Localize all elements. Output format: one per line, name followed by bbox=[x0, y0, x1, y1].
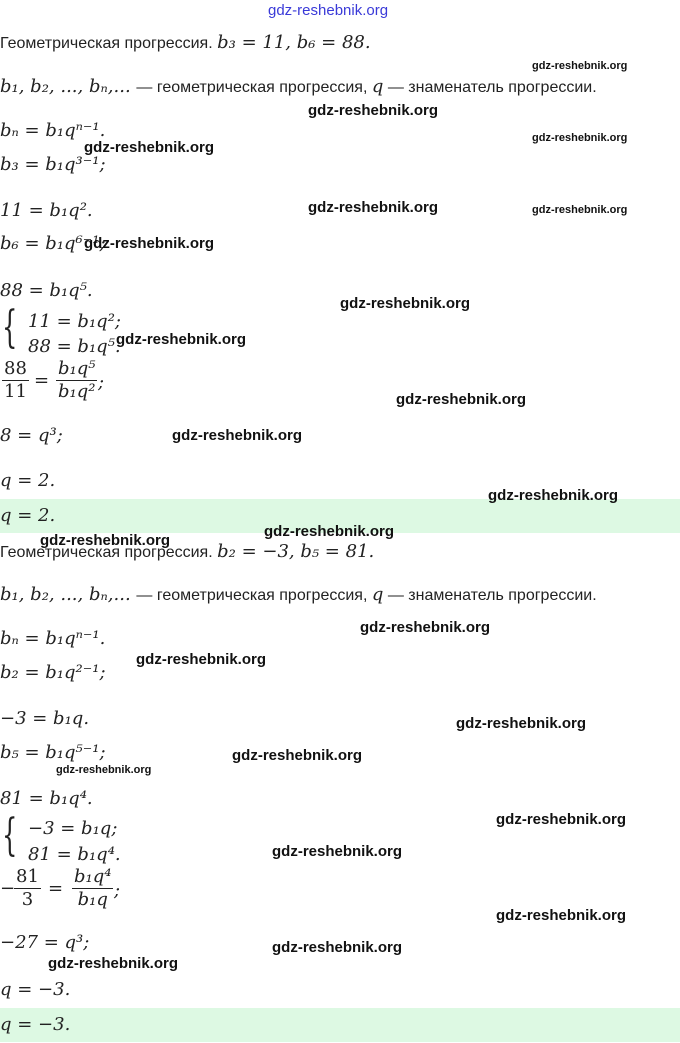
watermark-text: gdz-reshebnik.org bbox=[496, 907, 627, 924]
task1-formula-b6: b₆ = b₁q⁶⁻¹; bbox=[0, 233, 106, 254]
watermark-text: gdz-reshebnik.org bbox=[532, 60, 628, 72]
task1-frac-right-num: b₁q⁵ bbox=[58, 358, 96, 379]
watermark-text: gdz-reshebnik.org bbox=[232, 747, 363, 764]
task2-result: q = −3. bbox=[0, 979, 71, 1000]
task2-equation-minus3: −3 = b₁q. bbox=[0, 708, 90, 729]
watermark-text: gdz-reshebnik.org bbox=[496, 811, 627, 828]
task1-system-line2: 88 = b₁q⁵. bbox=[28, 336, 121, 357]
task1-title-text: Геометрическая прогрессия. bbox=[0, 35, 218, 52]
watermark-text: gdz-reshebnik.org bbox=[396, 391, 527, 408]
task1-fraction-right bbox=[56, 358, 97, 403]
watermark-text: gdz-reshebnik.org bbox=[172, 427, 303, 444]
task1-system-brace: { bbox=[2, 302, 18, 353]
watermark-text: gdz-reshebnik.org bbox=[84, 139, 215, 156]
watermark-text: gdz-reshebnik.org bbox=[308, 199, 439, 216]
watermark-text: gdz-reshebnik.org bbox=[264, 523, 395, 540]
task2-system-line2: 81 = b₁q⁴. bbox=[28, 844, 121, 865]
task1-equation-88: 88 = b₁q⁵. bbox=[0, 280, 93, 301]
task1-result: q = 2. bbox=[0, 470, 56, 491]
task1-frac-left-den: 11 bbox=[4, 381, 27, 402]
task2-frac-right-num: b₁q⁴ bbox=[74, 866, 112, 887]
watermark-text: gdz-reshebnik.org bbox=[532, 132, 628, 144]
task1-answer: q = 2. bbox=[0, 505, 56, 526]
task2-fraction-right bbox=[72, 866, 113, 911]
task2-equation-q3: −27 = q³; bbox=[0, 932, 90, 953]
task2-seq-math: b₁, b₂, ..., bₙ,... bbox=[0, 584, 137, 605]
watermark-text: gdz-reshebnik.org bbox=[340, 295, 471, 312]
task2-frac-minus: − bbox=[0, 878, 16, 899]
task2-system-line1: −3 = b₁q; bbox=[28, 818, 118, 839]
task2-frac-right-den: b₁q bbox=[77, 889, 108, 910]
watermark-text: gdz-reshebnik.org bbox=[40, 532, 171, 549]
task2-frac-equals: = bbox=[48, 878, 64, 899]
watermark-text: gdz-reshebnik.org bbox=[488, 487, 619, 504]
task1-frac-right-den: b₁q² bbox=[58, 381, 96, 402]
task2-seq-text: — геометрическая прогрессия, bbox=[136, 587, 372, 604]
watermark-link[interactable]: gdz-reshebnik.org bbox=[268, 2, 389, 19]
task2-title-math: b₂ = −3, b₅ = 81. bbox=[217, 541, 375, 562]
task1-sequence-definition bbox=[0, 76, 597, 97]
task2-seq-q: q bbox=[371, 584, 384, 605]
task1-formula-general: bₙ = b₁qⁿ⁻¹. bbox=[0, 120, 106, 141]
watermark-text: gdz-reshebnik.org bbox=[360, 619, 491, 636]
task2-sequence-definition bbox=[0, 584, 597, 605]
watermark-text: gdz-reshebnik.org bbox=[56, 764, 152, 776]
watermark-text: gdz-reshebnik.org bbox=[272, 843, 403, 860]
task2-equation-81: 81 = b₁q⁴. bbox=[0, 788, 93, 809]
task1-frac-equals: = bbox=[34, 370, 50, 391]
task1-seq-q: q bbox=[371, 76, 384, 97]
task1-equation-q3: 8 = q³; bbox=[0, 425, 63, 446]
watermark-text: gdz-reshebnik.org bbox=[84, 235, 215, 252]
task2-answer: q = −3. bbox=[0, 1014, 71, 1035]
task2-formula-b2: b₂ = b₁q²⁻¹; bbox=[0, 662, 106, 683]
task1-fraction-left bbox=[2, 358, 29, 403]
watermark-text: gdz-reshebnik.org bbox=[456, 715, 587, 732]
task1-equation-11: 11 = b₁q². bbox=[0, 200, 93, 221]
task1-seq-math: b₁, b₂, ..., bₙ,... bbox=[0, 76, 137, 97]
task2-system-brace: { bbox=[2, 810, 18, 861]
watermark-text: gdz-reshebnik.org bbox=[308, 102, 439, 119]
task1-seq-text2: — знаменатель прогрессии. bbox=[383, 79, 597, 96]
watermark-text: gdz-reshebnik.org bbox=[136, 651, 267, 668]
task2-title-text: Геометрическая прогрессия. bbox=[0, 544, 218, 561]
watermark-text: gdz-reshebnik.org bbox=[116, 331, 247, 348]
task1-seq-text: — геометрическая прогрессия, bbox=[136, 79, 372, 96]
task1-frac-semicolon: ; bbox=[98, 372, 105, 393]
task1-title-math: b₃ = 11, b₆ = 88. bbox=[217, 32, 371, 53]
task1-system-line1: 11 = b₁q²; bbox=[28, 311, 121, 332]
task2-frac-left-den: 3 bbox=[21, 889, 34, 910]
task2-seq-text2: — знаменатель прогрессии. bbox=[383, 587, 597, 604]
task2-answer-box bbox=[0, 1008, 680, 1042]
watermark-text: gdz-reshebnik.org bbox=[48, 955, 179, 972]
task1-frac-left-num: 88 bbox=[4, 358, 27, 379]
task2-formula-b5: b₅ = b₁q⁵⁻¹; bbox=[0, 742, 106, 763]
watermark-text: gdz-reshebnik.org bbox=[532, 204, 628, 216]
task1-formula-b3: b₃ = b₁q³⁻¹; bbox=[0, 154, 106, 175]
task2-fraction-left bbox=[14, 866, 41, 911]
task2-frac-left-num: 81 bbox=[16, 866, 39, 887]
watermark-text: gdz-reshebnik.org bbox=[272, 939, 403, 956]
task1-title bbox=[0, 32, 371, 53]
task2-formula-general: bₙ = b₁qⁿ⁻¹. bbox=[0, 628, 106, 649]
task2-frac-semicolon: ; bbox=[114, 880, 121, 901]
